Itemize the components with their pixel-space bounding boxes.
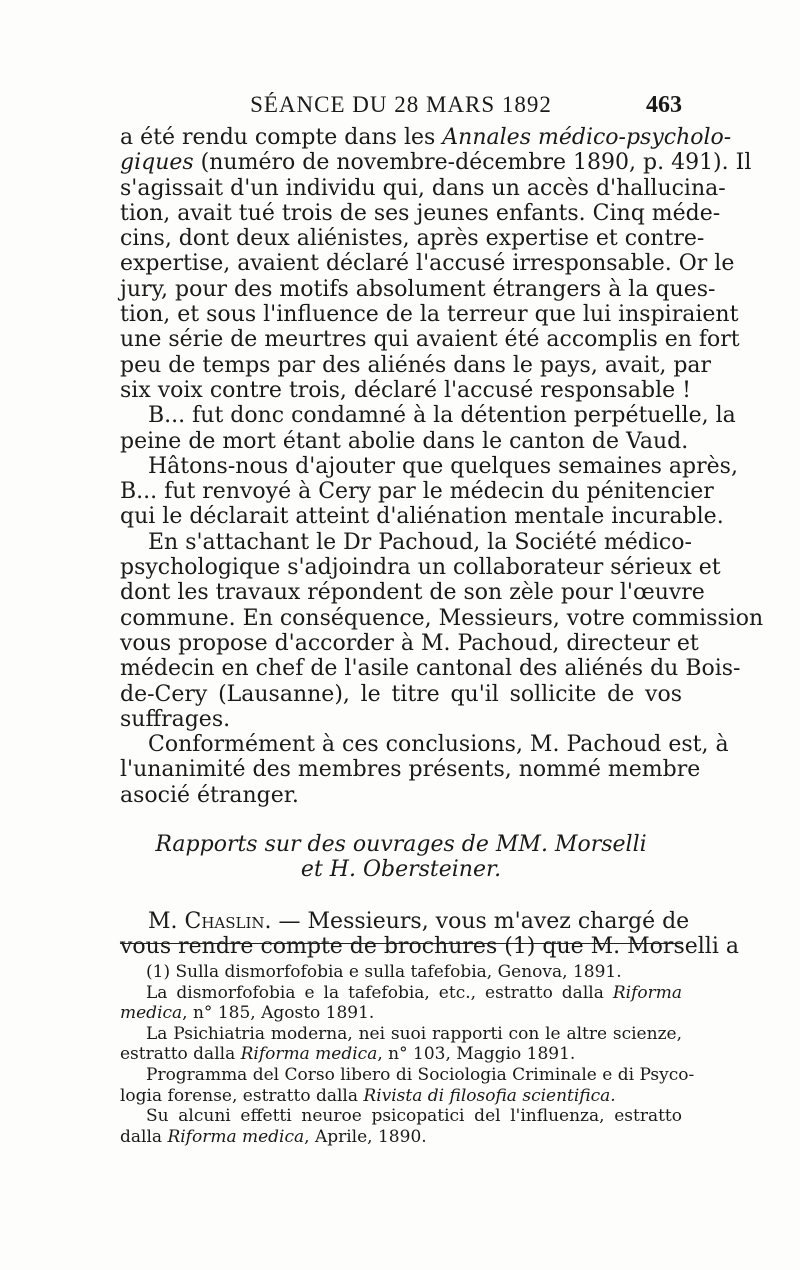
text-line: peu de temps par des aliénés dans le pays, avait, par [120, 352, 712, 378]
text-line: qui le déclarait atteint d'aliénation mentale incurable. [120, 504, 724, 530]
italic-title: Riforma medica [240, 1044, 378, 1065]
italic-title: Annales médico-psycholo- [442, 125, 732, 150]
text-line: s'agissait d'un individu qui, dans un accès d'hallucina- [120, 175, 726, 201]
text-line: de-Cery (Lausanne), le titre qu'il sollicite de vos [120, 681, 682, 707]
paragraph-6 [120, 908, 739, 960]
text-line: asocié étranger. [120, 782, 299, 808]
section-title-line: et H. Obersteiner. [300, 857, 502, 883]
italic-title: medica [120, 1003, 183, 1024]
text-line: jury, pour des motifs absolument étrangers à la ques- [120, 276, 716, 302]
running-head-title: SÉANCE DU 28 MARS 1892 [250, 92, 552, 117]
body-text [120, 125, 764, 959]
paragraph-2 [120, 403, 736, 454]
text-line: six voix contre trois, déclaré l'accusé responsable ! [120, 377, 691, 403]
text-run: a été rendu compte dans les [120, 125, 443, 150]
italic-title: giques [120, 150, 194, 176]
section-title-line: Rapports sur des ouvrages de MM. Morselli [155, 832, 647, 858]
text-line: B... fut donc condamné à la détention perpétuelle, la [148, 403, 736, 429]
text-run: dalla [120, 1126, 168, 1147]
text-line: Conformément à ces conclusions, M. Pachoud est, à [148, 732, 729, 758]
text-line: médecin en chef de l'asile cantonal des aliénés du Bois- [120, 656, 741, 682]
paragraph-5 [120, 732, 729, 808]
text-line [120, 150, 752, 176]
footnote-line: Su alcuni effetti neuroe psicopatici del l'influenza, estratto [146, 1106, 682, 1127]
text-line [120, 908, 690, 934]
text-line: vous rendre compte de brochures (1) que M. Morselli a [120, 933, 739, 959]
text-run: , n° 103, Maggio 1891. [377, 1044, 576, 1065]
footnote-line: La Psichiatria moderna, nei suoi rapporti con le altre scienze, [146, 1023, 682, 1044]
text-line: suffrages. [120, 706, 231, 732]
text-line: dont les travaux répondent de son zèle pour l'œuvre [120, 580, 705, 606]
text-line: peine de mort étant abolie dans le canton de Vaud. [120, 428, 689, 454]
italic-title: Rivista di filosofia scientifica. [363, 1085, 616, 1106]
text-line: En s'attachant le Dr Pachoud, la Société médico- [148, 529, 692, 555]
footnote-line [120, 1044, 682, 1065]
text-run: , Aprile, 1890. [304, 1126, 427, 1147]
paragraph-4 [120, 529, 764, 732]
running-head [120, 92, 682, 126]
text-line: psychologique s'adjoindra un collaborateur sérieux et [120, 555, 721, 581]
text-run: — Messieurs, vous m'avez chargé de [271, 908, 690, 934]
text-line: B... fut renvoyé à Cery par le médecin du pénitencier [120, 479, 714, 505]
text-run: logia forense, estratto dalla [120, 1085, 364, 1106]
paragraph-1 [120, 125, 752, 403]
text-run: estratto dalla [120, 1044, 241, 1065]
italic-title: Riforma [612, 982, 682, 1003]
text-line: Hâtons-nous d'ajouter que quelques semaines après, [148, 453, 738, 479]
text-line: l'unanimité des membres présents, nommé membre [120, 757, 701, 783]
footnote-line: Programma del Corso libero di Sociologia Criminale e di Psyco- [146, 1064, 695, 1085]
text-line [120, 125, 732, 150]
text-line: une série de meurtres qui avaient été accomplis en fort [120, 327, 740, 353]
section-title [120, 832, 682, 883]
footnote-line [120, 983, 682, 1004]
footnote-line [120, 1086, 682, 1107]
text-line: expertise, avaient déclaré l'accusé irresponsable. Or le [120, 251, 735, 277]
text-run: La dismorfofobia e la tafefobia, etc., estratto dalla [146, 982, 613, 1003]
text-line: vous propose d'accorder à M. Pachoud, directeur et [120, 630, 699, 656]
text-line: cins, dont deux aliénistes, après expertise et contre- [120, 226, 705, 252]
speaker-name: M. Chaslin. [148, 908, 272, 934]
text-line: commune. En conséquence, Messieurs, votre commission [120, 605, 764, 631]
footnote-rule [120, 943, 682, 944]
italic-title: Riforma medica [167, 1126, 305, 1147]
page-number: 463 [646, 92, 682, 118]
text-run: , n° 185, Agosto 1891. [182, 1003, 375, 1024]
text-line: tion, avait tué trois de ses jeunes enfants. Cinq méde- [120, 200, 721, 226]
footnote-line [120, 1127, 682, 1148]
footnote-line [120, 1003, 682, 1024]
text-line: tion, et sous l'influence de la terreur que lui inspiraient [120, 302, 739, 328]
text-run: (numéro de novembre-décembre 1890, p. 491). Il [193, 150, 752, 176]
paragraph-3 [120, 453, 738, 530]
footnote-line: (1) Sulla dismorfofobia e sulla tafefobia, Genova, 1891. [146, 962, 622, 982]
footnotes [120, 962, 695, 1147]
